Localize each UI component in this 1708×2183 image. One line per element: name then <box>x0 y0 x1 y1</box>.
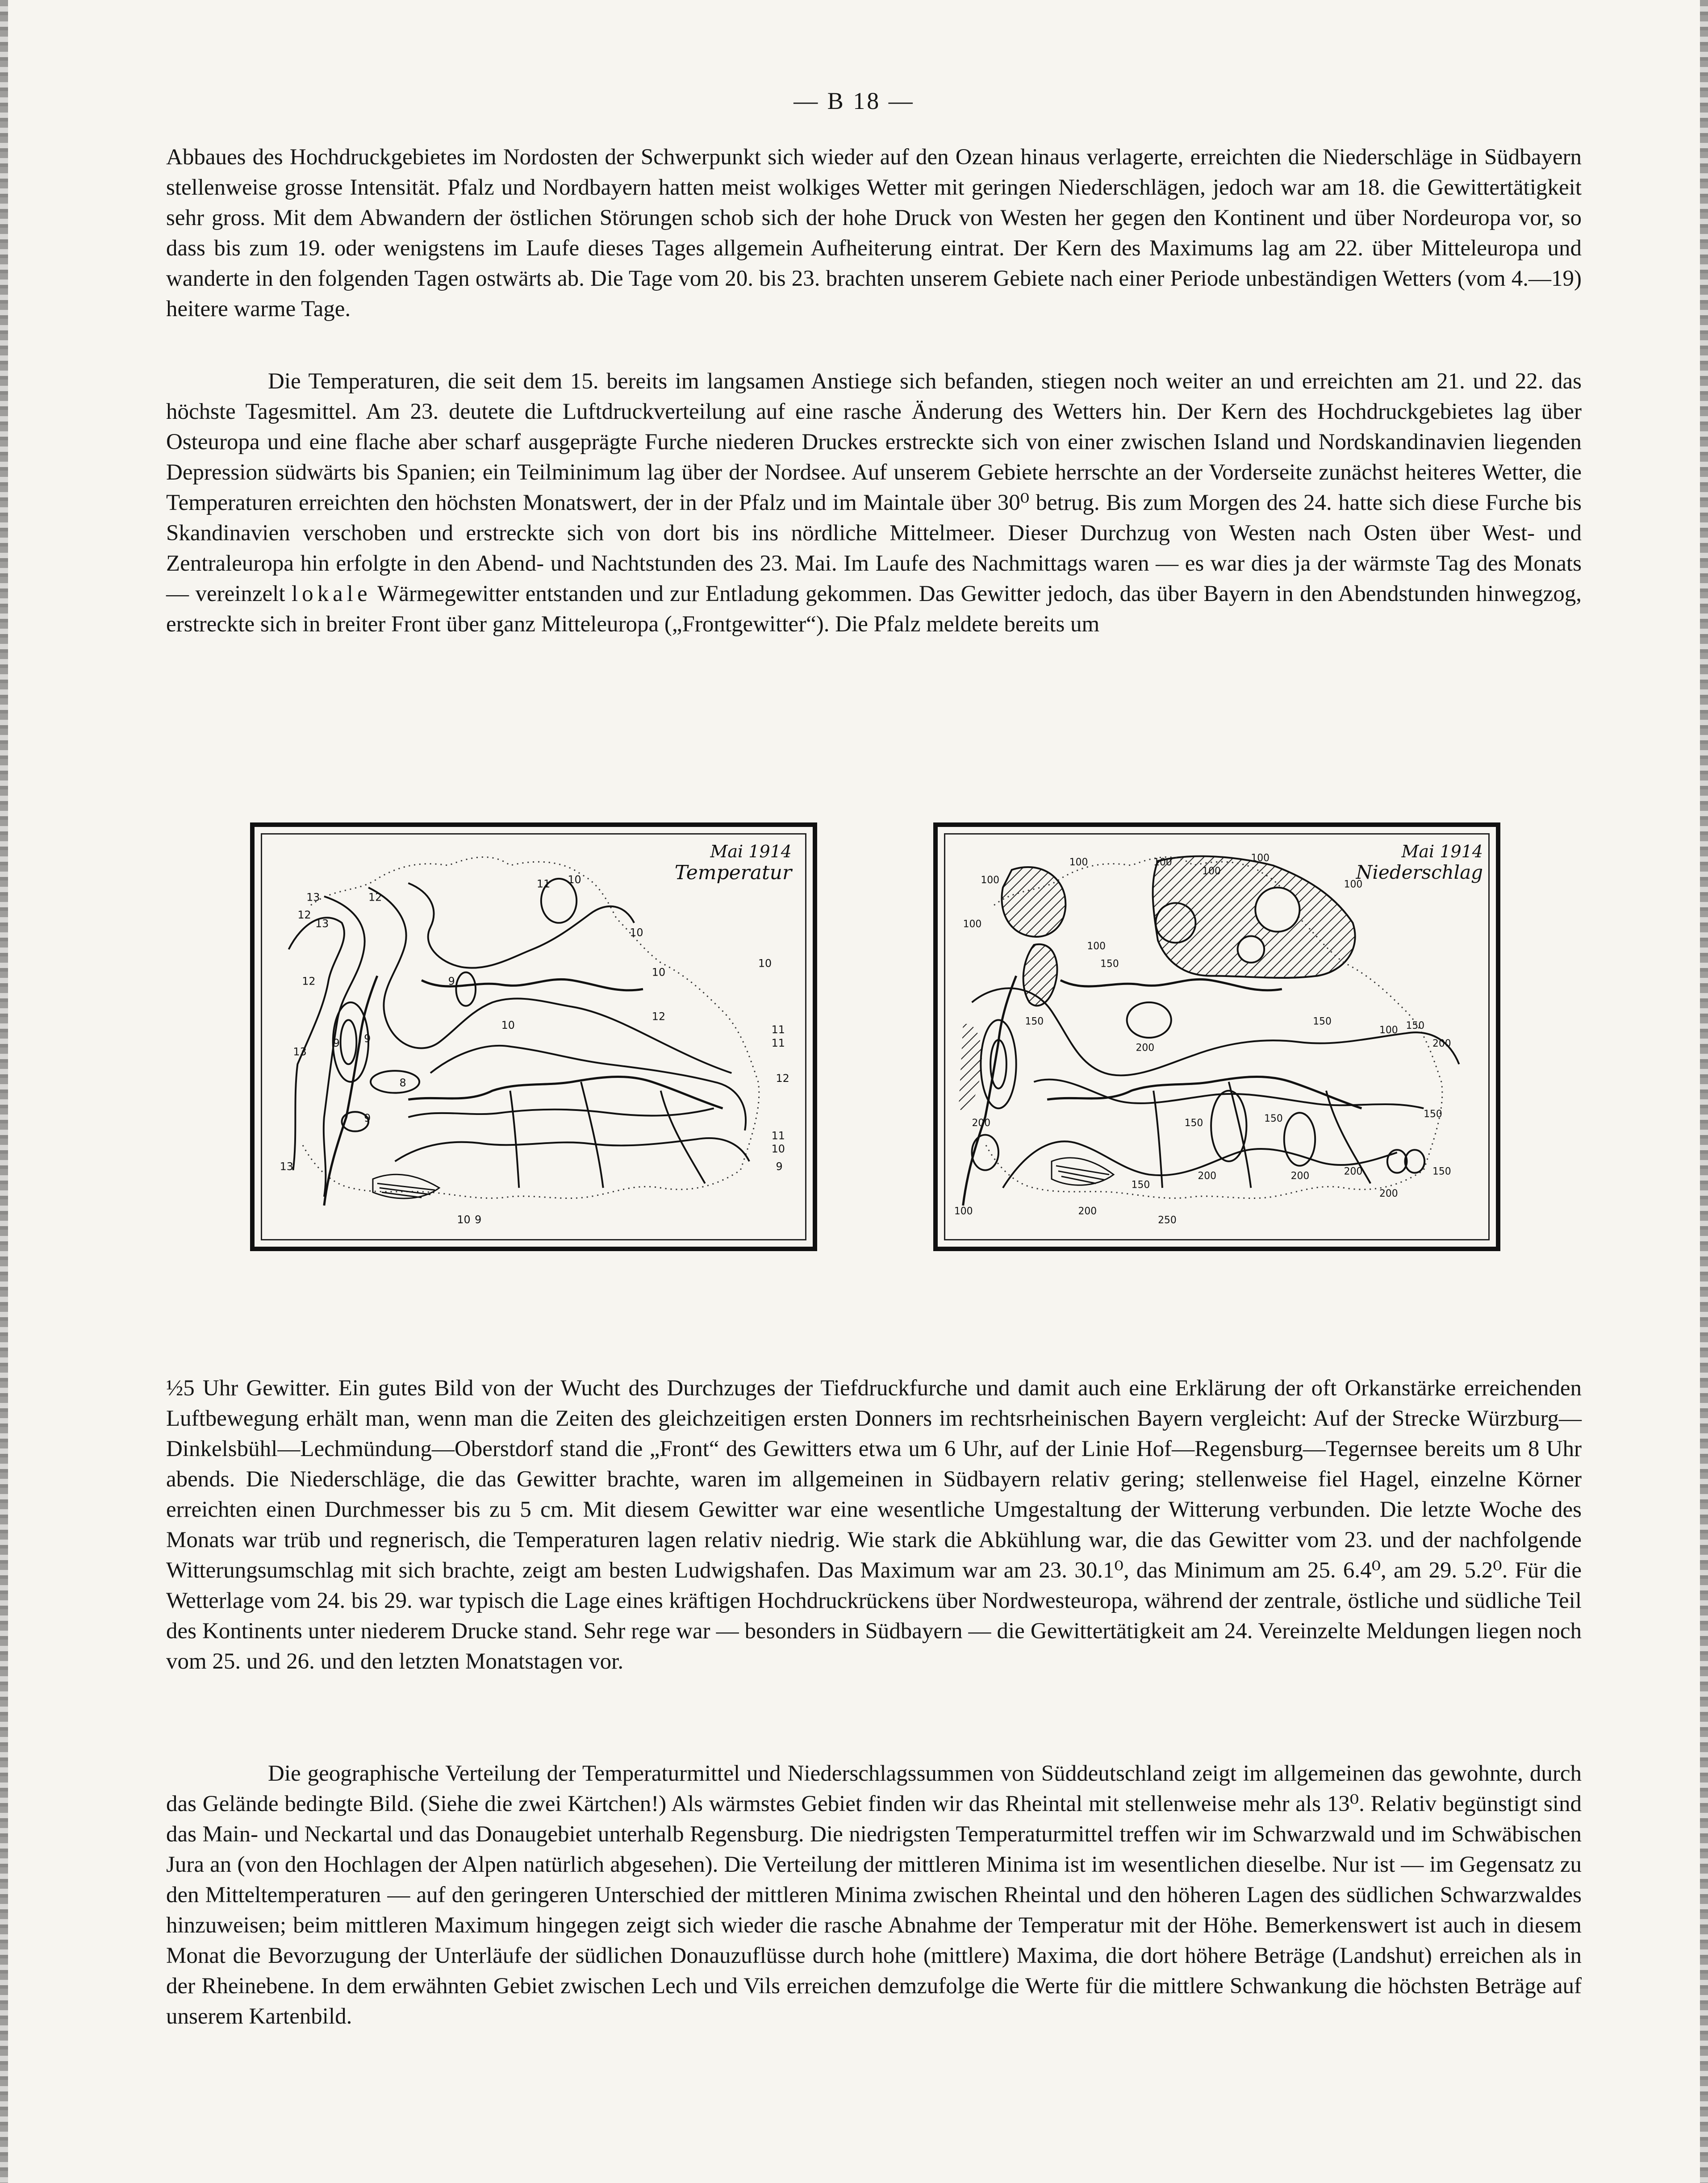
label-100g: 100 <box>1344 879 1363 890</box>
paragraph-2 <box>166 366 1582 639</box>
river-lech <box>1153 1091 1162 1188</box>
isohyet-closed-a <box>1127 1002 1171 1038</box>
isohyet-closed-schwarzwald <box>981 1020 1016 1108</box>
label-10c: 10 <box>501 1019 515 1032</box>
page-number: — B 18 — <box>793 88 915 114</box>
precipitation-map-title-line2: Niederschlag <box>1356 861 1483 883</box>
temperature-map-title-line1: Mai 1914 <box>710 842 792 861</box>
label-10a: 10 <box>568 873 581 886</box>
label-9f: 9 <box>475 1213 482 1226</box>
label-11a: 11 <box>536 877 551 890</box>
paragraph-1: Abbaues des Hochdruckgebietes im Nordosten der Schwerpunkt sich wieder auf den Ozean hinaus verlagerte, erreichten die Niederschläge in Südbayern stellenweise grosse Intensität. Pfalz und Nordbayern hatten meist wolkiges Wetter mit geringen Niederschlägen, jedoch war am 18. die Gewittertätigkeit sehr gross. Mit dem Abwandern der östlichen Störungen schob sich der hohe Druck von Westen her gegen den Kontinent und über Nordeuropa vor, so dass bis zum 19. oder wenigstens im Laufe dieses Tages allgemein Aufheiterung eintrat. Der Kern des Maximums lag am 22. über Mitteleuropa und wanderte in den folgenden Tagen ostwärts ab. Die Tage vom 20. bis 23. brachten unserem Gebiete nach einer Periode unbeständigen Wetters (vom 4.—19) heitere warme Tage. <box>166 145 1582 321</box>
label-10e: 10 <box>758 957 772 970</box>
isotherm-closed-schwarzwald-inner <box>341 1020 357 1064</box>
isohyet-closed-b <box>1211 1091 1246 1161</box>
river-inn <box>661 1091 705 1184</box>
river-rhine <box>324 976 377 1206</box>
label-11b: 11 <box>771 1023 785 1036</box>
label-12a: 12 <box>368 891 382 904</box>
label-11d: 11 <box>771 1129 785 1142</box>
label-100h: 100 <box>1087 941 1106 952</box>
label-10d: 10 <box>630 926 643 939</box>
temperature-map-title-line2: Temperatur <box>674 861 792 884</box>
label-150c: 150 <box>1025 1016 1044 1027</box>
label-12e: 12 <box>776 1072 789 1085</box>
hatched-area-northwest <box>1002 867 1065 937</box>
label-100b: 100 <box>981 874 999 886</box>
precipitation-map-title <box>1356 842 1483 883</box>
label-11c: 11 <box>771 1036 785 1049</box>
isohyet-closed-h <box>1238 936 1265 962</box>
label-9e: 9 <box>776 1160 783 1173</box>
label-8: 8 <box>399 1076 406 1089</box>
label-150b: 150 <box>1406 1020 1425 1032</box>
temperature-isotherm-drawing <box>262 835 805 1239</box>
label-13a: 13 <box>306 891 320 904</box>
isotherm-closed-spessart <box>456 973 476 1006</box>
label-200h: 200 <box>1078 1206 1097 1217</box>
label-13b: 13 <box>315 917 329 930</box>
paragraph-3: ½5 Uhr Gewitter. Ein gutes Bild von der Wucht des Durchzuges der Tiefdruckfurche und damit auch eine Erklärung der oft Orkanstärke erreichenden Luftbewegung erhält man, wenn man die Zeiten des gleichzeitigen ersten Donners im rechtsrheinischen Bayern vergleicht: Auf der Strecke Würzburg—Dinkelsbühl—Lechmündung—Oberstdorf stand die „Front“ des Gewitters etwa um 6 Uhr, auf der Linie Hof—Regensburg—Tegernsee bereits um 8 Uhr abends. Die Niederschläge, die das Gewitter brachte, waren im allgemeinen in Südbayern relativ gering; stellenweise fiel Hagel, einzelne Körner erreichten einen Durchmesser bis zu 5 cm. Mit diesem Gewitter war eine wesentliche Umgestaltung der Witterung verbunden. Die letzte Woche des Monats war trüb und regnerisch, die Temperaturen lagen relativ niedrig. Wie stark die Abkühlung war, die das Gewitter vom 23. und der nachfolgende Witterungsumschlag mit sich brachte, zeigt am besten Ludwigshafen. Das Maximum war am 23. 30.1⁰, das Minimum am 25. 6.4⁰, am 29. 5.2⁰. Für die Wetterlage vom 24. bis 29. war typisch die Lage eines kräftigen Hochdruckrückens über Nordwesteuropa, während der zentrale, östliche und südliche Teil des Kontinents unter niederem Drucke stand. Sehr rege war — besonders in Südbayern — die Gewittertätigkeit am 24. Vereinzelte Meldungen liegen noch vom 25. und 26. und den letzten Monatstagen vor. <box>166 1376 1582 1674</box>
isotherm-9 <box>395 1138 749 1161</box>
paragraph-4: Die geographische Verteilung der Temperaturmittel und Niederschlagssummen von Süddeutschland zeigt im allgemeinen das gewohnte, durch das Gelände bedingte Bild. (Siehe die zwei Kärtchen!) Als wärmstes Gebiet finden wir das Rheintal mit stellenweise mehr als 13⁰. Relativ begünstigt sind das Main- und Neckartal und das Donaugebiet unterhalb Regensburg. Die niedrigsten Temperaturmittel treffen wir im Schwarzwald und im Schwäbischen Jura an (von den Hochlagen der Alpen natürlich abgesehen). Die Verteilung der mittleren Minima ist im wesentlichen dieselbe. Nur ist — im Gegensatz zu den Mitteltemperaturen — auf den geringeren Unterschied der mittleren Minima zwischen Rheintal und den höheren Lagen des südlichen Schwarzwaldes hinzuweisen; beim mittleren Maximum hingegen zeigt sich wieder die rasche Abnahme der Temperatur mit der Höhe. Bemerkenswert ist auch in diesem Monat die Bevorzugung der Unterläufe der südlichen Donauzuflüsse durch hohe (mittlere) Maxima, die dort höhere Beträge (Landshut) erreichen als in der Rheinebene. In dem erwähnten Gebiet zwischen Lech und Vils erreichen demzufolge die Werte für die mittlere Schwankung die höchsten Beträge auf unserem Kartenbild. <box>166 1761 1582 2029</box>
precipitation-map <box>933 822 1500 1251</box>
label-150e: 150 <box>1184 1117 1203 1129</box>
label-100j: 100 <box>954 1206 973 1217</box>
label-200e: 200 <box>1290 1170 1310 1182</box>
state-boundary-dotted <box>302 857 759 1198</box>
label-12b: 12 <box>297 908 311 921</box>
label-100a: 100 <box>1069 857 1088 868</box>
scan-edge-right <box>1700 0 1708 2183</box>
label-150f: 150 <box>1264 1113 1283 1124</box>
label-13d: 13 <box>280 1160 293 1173</box>
isotherm-closed-jura <box>371 1071 419 1093</box>
precipitation-map-title-line1: Mai 1914 <box>1401 842 1483 861</box>
isohyet-closed-c <box>1284 1113 1315 1166</box>
paragraph-2-spaced-word: lokale <box>291 581 372 606</box>
label-200a: 200 <box>1432 1038 1451 1049</box>
label-12c: 12 <box>302 975 316 988</box>
label-100d: 100 <box>1153 857 1172 868</box>
river-isar <box>581 1082 603 1188</box>
temperature-map-title <box>675 842 792 884</box>
temperature-map-canvas <box>261 833 806 1240</box>
label-200c: 200 <box>972 1117 991 1129</box>
isotherm-10 <box>408 883 634 968</box>
isohyet-closed-g <box>1255 888 1299 932</box>
label-250: 250 <box>1158 1215 1177 1226</box>
label-150i: 150 <box>1432 1166 1451 1177</box>
river-lech <box>510 1091 519 1188</box>
paragraph-2-text: Die Temperaturen, die seit dem 15. bereits im langsamen Anstiege sich befanden, stiegen noch weiter an und erreichten am 21. und 22. das höchste Tagesmittel. Am 23. deutete die Luftdruckverteilung auf eine rasche Änderung des Wetters hin. Der Kern des Hochdruckgebietes lag über Osteuropa und eine flache aber scharf ausgeprägte Furche niederen Druckes erstreckte sich von einer zwischen Island und Nordskandinavien liegenden Depression südwärts bis Spanien; ein Teilminimum lag über der Nordsee. Auf unserem Gebiete herrschte an der Vorderseite zunächst heiteres Wetter, die Temperaturen erreichten den höchsten Monatswert, der in der Pfalz und im Maintale über 30⁰ betrug. Bis zum Morgen des 24. hatte sich diese Furche bis Skandinavien verschoben und erstreckte sich von dort bis ins nördliche Mittelmeer. Dieser Durchzug von Westen nach Osten über West- und Zentraleuropa hin erfolgte in den Abend- und Nachtstunden des 23. Mai. Im Laufe des Nachmittags waren — es war dies ja der wärmste Tag des Monats — vereinzelt <box>166 369 1582 606</box>
river-danube <box>408 1077 722 1108</box>
river-main <box>1061 979 1282 990</box>
label-100e: 100 <box>1202 866 1221 877</box>
label-100c: 100 <box>963 918 982 930</box>
precipitation-map-canvas <box>944 833 1490 1240</box>
label-9c: 9 <box>364 1111 371 1124</box>
label-200g: 200 <box>1379 1188 1398 1200</box>
paragraph-2-end: Wärmegewitter entstanden und zur Entladung gekommen. Das Gewitter jedoch, das über Bayern in den Abendstunden hinwegzog, erstreckte sich in breiter Front über ganz Mitteleuropa („Frontgewitter“). Die Pfalz meldete bereits um <box>166 581 1582 637</box>
hatched-area-rhine <box>959 1024 982 1110</box>
label-200b: 200 <box>1136 1042 1155 1054</box>
isohyet-closed-west <box>972 1135 999 1170</box>
label-12d: 12 <box>651 1010 666 1023</box>
label-10f: 10 <box>771 1143 785 1156</box>
label-150g: 150 <box>1131 1179 1150 1191</box>
label-200f: 200 <box>1344 1166 1363 1177</box>
label-200d: 200 <box>1198 1170 1216 1182</box>
label-150d: 150 <box>1313 1016 1332 1027</box>
label-9b: 9 <box>333 1036 340 1049</box>
label-10b: 10 <box>651 966 666 979</box>
temperature-map <box>250 822 817 1251</box>
label-150a: 150 <box>1100 958 1119 970</box>
label-100i: 100 <box>1379 1025 1398 1036</box>
hatched-area-west <box>1023 944 1057 1006</box>
isotherm-10b <box>430 1046 746 1131</box>
label-13c: 13 <box>293 1045 307 1058</box>
scan-edge-left <box>0 0 8 2183</box>
label-9d: 9 <box>448 975 455 988</box>
isohyet-closed-e <box>1405 1150 1425 1173</box>
label-100f: 100 <box>1251 852 1270 864</box>
label-150h: 150 <box>1424 1109 1442 1120</box>
label-9a: 9 <box>364 1032 371 1045</box>
label-10g: 10 <box>457 1213 471 1226</box>
precipitation-isohyet-drawing <box>945 835 1488 1239</box>
